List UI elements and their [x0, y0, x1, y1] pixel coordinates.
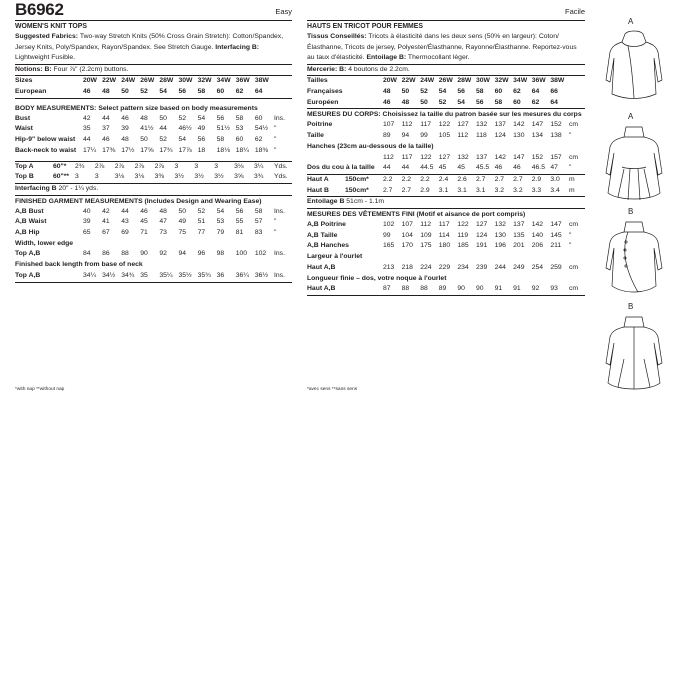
yardage-row: Top A 60"* 2¾ 2⅞ 2⅞ 2⅞ 2⅞ 3 3 3 3⅛ 3¼ Yds.: [15, 162, 288, 170]
length-label-row: Finished back length from base of neck: [15, 261, 143, 269]
french-column: [307, 0, 585, 296]
finished-measurements-title-fr: MESURES DES VÊTEMENTS FINI (Motif et aisance de port compris): [307, 211, 526, 218]
largeur-label-row: Largeur à l'ourlet: [307, 253, 363, 261]
yardage-row: Haut A 150cm* 2.2 2.2 2.2 2.4 2.6 2.7 2.7 2.7 2.9 3.0 m: [307, 176, 575, 183]
finished-measurement-row: A,B Taille 99 104 109 114 119 124 130 135 140 145 ": [307, 231, 572, 239]
longueur-label-row: Longueur finie – dos, votre noque à l'ourlet: [307, 274, 447, 282]
finished-measurement-row: A,B Waist 39 41 43 45 47 49 51 53 55 57 ": [15, 218, 277, 226]
body-measurement-row: Hip-9" below waist 44 46 48 50 52 54 56 58 60 62 ": [15, 136, 277, 144]
footnote-fr: *avec sens **sans sens: [307, 387, 358, 392]
pattern-number: B6962: [15, 0, 64, 19]
hanches-row: 112 117 122 127 132 137 142 147 152 157 cm: [383, 153, 579, 161]
yardage-table: [15, 162, 292, 183]
finished-measurement-row: A,B Poitrine 102 107 112 117 122 127 132 137 142 147 cm: [307, 221, 579, 228]
european-row: European 46 48 50 52 54 56 58 60 62 64: [15, 88, 263, 96]
sizes-table-fr: [307, 76, 585, 108]
view-illustrations: [598, 18, 670, 398]
body-measurement-row: Back-neck to waist 17¼ 17⅜ 17½ 17⅝ 17¾ 17⅞ 18 18⅛ 18¼ 18⅜ ": [15, 146, 277, 154]
finished-measurements-table-fr: [307, 220, 585, 295]
yardage-row: Haut B 150cm* 2.7 2.7 2.9 3.1 3.1 3.1 3.2 3.2 3.3 3.4 m: [307, 186, 575, 194]
fabrics-paragraph: Suggested Fabrics: Two-way Stretch Knits (50% Cross Grain Stretch): Cotton/Spandex, Jersey Knits, Poly/Spandex, Rayon/Spandex. See Stretch Gauge. Interfacing B: Lightweight Fusible.: [15, 33, 284, 62]
view-b-back-illustration: B: [598, 303, 670, 398]
section-title: WOMEN'S KNIT TOPS: [15, 20, 292, 32]
interfacing-row: Interfacing B 20" - 1¼ yds.: [15, 185, 99, 192]
width-label-row: Width, lower edge: [15, 239, 74, 247]
finished-measurements-title: FINISHED GARMENT MEASUREMENTS (Includes Design and Wearing Ease): [15, 197, 262, 205]
dos-row: Dos du cou à la taille 44 44 44.5 45 45 45.5 46 46 46.5 47 ": [307, 164, 572, 172]
largeur-row: Haut A,B 213 218 224 229 234 239 244 249 254 259 cm: [307, 263, 579, 271]
body-measurement-row: Bust 42 44 46 48 50 52 54 56 58 60 Ins.: [15, 114, 285, 122]
fabrics-paragraph-fr: Tissus Conseillés: Tricots à élasticité dans les deux sens (50% en largeur): Coton/Élasthanne, Tricots de jersey, Polyester/Élasthanne, Rayonne/Élasthanne. Reportez-vous au taux d'élasticité. Entoilage B: Thermocollant léger.: [307, 33, 577, 62]
body-measurement-row: Taille 89 94 99 105 112 118 124 130 134 138 ": [307, 132, 572, 140]
body-measurements-table-fr: [307, 120, 585, 174]
finished-measurement-row: A,B Hanches 165 170 175 180 185 191 196 201 206 211 ": [307, 242, 572, 250]
yardage-table-fr: [307, 175, 585, 196]
body-measurements-title-fr: MESURES DU CORPS: Choisissez la taille du patron basée sur les mesures du corps: [307, 111, 582, 119]
hanches-label-row: Hanches (23cm au-dessous de la taille): [307, 142, 434, 150]
finished-measurement-row: A,B Hip 65 67 69 71 73 75 77 79 81 83 ": [15, 229, 277, 236]
difficulty-label-fr: Facile: [564, 7, 585, 16]
width-row: Top A,B 84 86 88 90 92 94 96 98 100 102 Ins.: [15, 250, 285, 258]
body-measurements-title: BODY MEASUREMENTS: Select pattern size based on body measurements: [15, 104, 258, 112]
entoilage-row: Entoilage B 51cm - 1.1m: [307, 198, 385, 206]
francaises-row: Françaises 48 50 52 54 56 58 60 62 64 66: [307, 88, 558, 96]
longueur-row: Haut A,B 87 88 88 89 90 90 91 91 92 93 cm: [307, 285, 579, 293]
europeen-row: Européen 46 48 50 52 54 56 58 60 62 64: [307, 98, 558, 106]
view-a-back-illustration: A: [598, 18, 670, 113]
english-column: [15, 0, 292, 283]
notions-paragraph: Notions: B: Four ⅞" (2.2cm) buttons.: [15, 65, 129, 73]
sizes-row: Tailles 20W 22W 24W 26W 28W 30W 32W 34W 36W 38W: [307, 77, 565, 85]
sizes-table: [15, 76, 292, 97]
yardage-row: Top B 60"** 3 3 3⅛ 3⅛ 3⅜ 3½ 3½ 3½ 3⅝ 3¾ Yds.: [15, 173, 288, 181]
body-measurement-row: Poitrine 107 112 117 122 127 132 137 142 147 152 cm: [307, 121, 579, 129]
view-b-front-illustration: B: [598, 208, 670, 303]
body-measurement-row: Waist 35 37 39 41½ 44 46½ 49 51½ 53 54½ ": [15, 125, 277, 133]
notions-paragraph-fr: Mercerie: B: 4 boutons de 2.2cm.: [307, 65, 410, 73]
section-title-fr: HAUTS EN TRICOT POUR FEMMES: [307, 20, 585, 32]
finished-measurements-table: [15, 207, 292, 282]
footnote: *with nap **without nap: [15, 387, 65, 392]
difficulty-label: Easy: [275, 7, 292, 16]
view-a-front-illustration: A: [598, 113, 670, 208]
sizes-row: Sizes 20W 22W 24W 26W 28W 30W 32W 34W 36W 38W: [15, 77, 269, 85]
body-measurements-table: [15, 114, 292, 157]
finished-measurement-row: A,B Bust 40 42 44 46 48 50 52 54 56 58 Ins.: [15, 207, 285, 215]
length-row: Top A,B 34¼ 34½ 34¾ 35 35¼ 35½ 35¾ 36 36¼ 36½ Ins.: [15, 271, 285, 279]
